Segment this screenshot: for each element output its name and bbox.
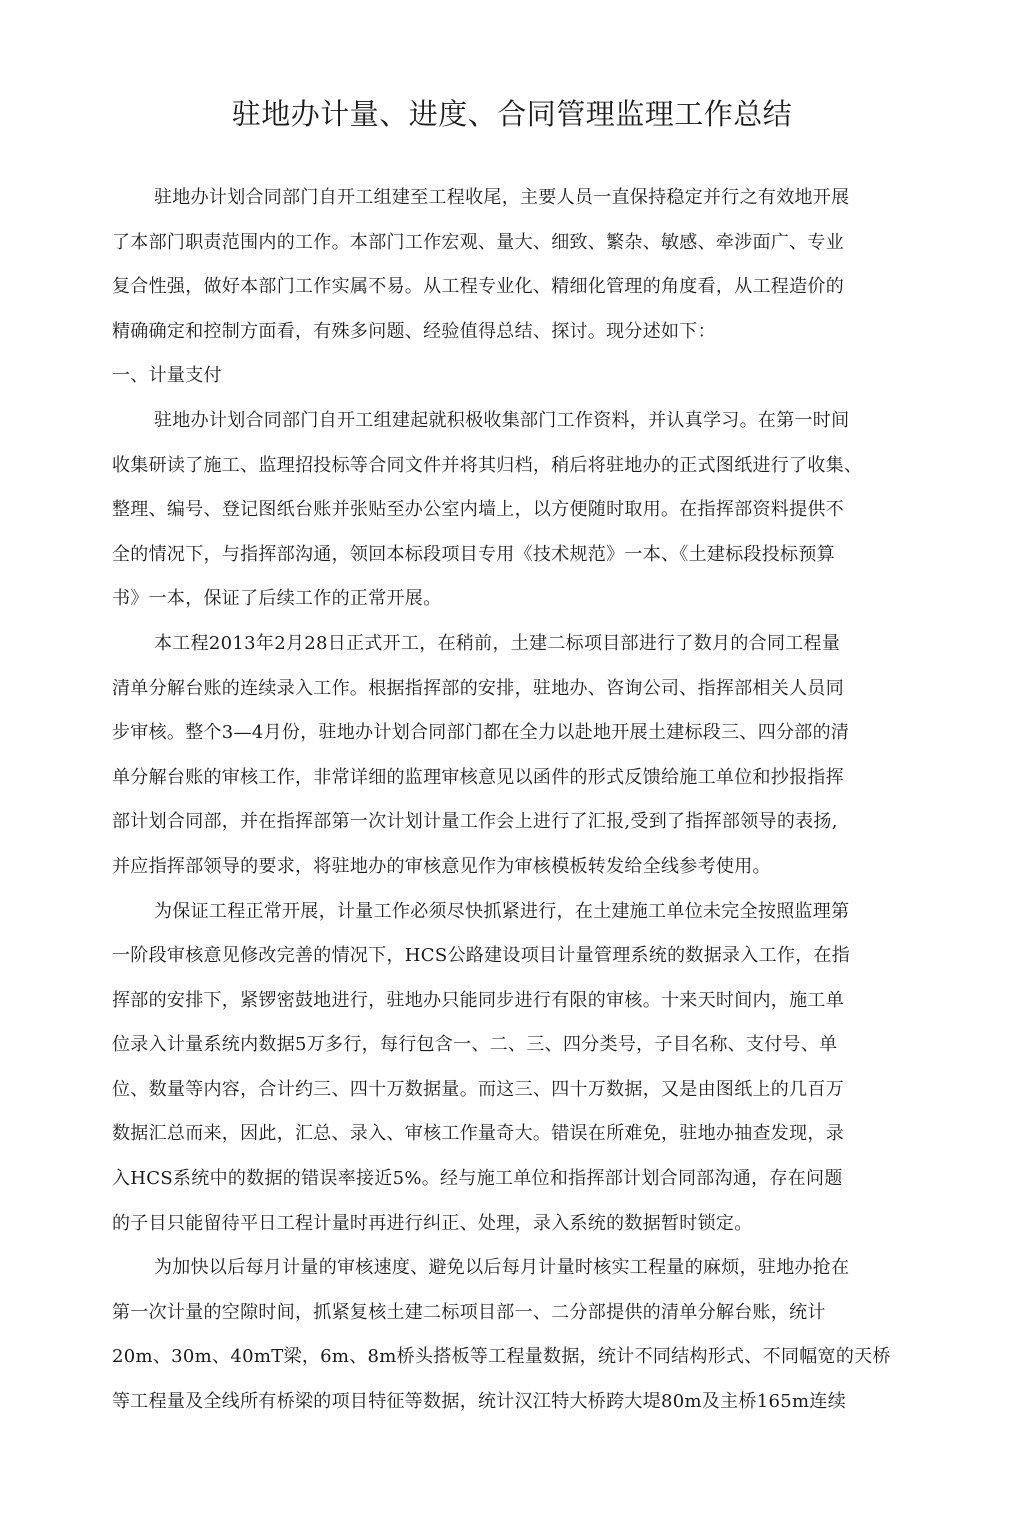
text-line: 全的情况下，与指挥部沟通，领回本标段项目专用《技术规范》一本、《土建标段投标预算 (112, 543, 835, 565)
text-line: 书》一本，保证了后续工作的正常开展。 (112, 588, 442, 610)
document-title: 驻地办计量、进度、合同管理监理工作总结 (231, 97, 793, 131)
document-body (112, 176, 902, 1425)
text-line: 挥部的安排下，紧锣密鼓地进行，驻地办只能同步进行有限的审核。十来天时间内，施工单 (112, 989, 844, 1011)
text-line: 步审核。整个3—4月份，驻地办计划合同部门都在全力以赴地开展土建标段三、四分部的清 (112, 722, 850, 744)
text-line: 位、数量等内容，合计约三、四十万数据量。而这三、四十万数据，又是由图纸上的几百万 (112, 1078, 844, 1100)
text-line: 入HCS系统中的数据的错误率接近5%。经与施工单位和指挥部计划合同部沟通，存在问题 (112, 1168, 843, 1190)
text-line: 20m、30m、40mT梁，6m、8m桥头搭板等工程量数据，统计不同结构形式、不同幅宽的天桥 (112, 1346, 891, 1368)
text-line: 数据汇总而来，因此，汇总、录入、审核工作量奇大。错误在所难免，驻地办抽查发现，录 (112, 1123, 844, 1145)
text-line: 等工程量及全线所有桥梁的项目特征等数据，统计汉江特大桥跨大堤80m及主桥165m连续 (112, 1391, 846, 1413)
text-line: 的子目只能留待平日工程计量时再进行纠正、处理，录入系统的数据暂时锁定。 (112, 1212, 753, 1234)
text-line: 本工程2013年2月28日正式开工，在稍前，土建二标项目部进行了数月的合同工程量 (154, 632, 841, 654)
text-line: 为加快以后每月计量的审核速度、避免以后每月计量时核实工程量的麻烦，驻地办抢在 (154, 1257, 850, 1279)
text-line: 复合性强，做好本部门工作实属不易。从工程专业化、精细化管理的角度看，从工程造价的 (112, 276, 844, 298)
text-line: 部计划合同部，并在指挥部第一次计划计量工作会上进行了汇报,受到了指挥部领导的表扬, (112, 811, 838, 833)
text-line: 整理、编号、登记图纸台账并张贴至办公室内墙上，以方便随时取用。在指挥部资料提供不 (112, 499, 844, 521)
text-line: 一阶段审核意见修改完善的情况下，HCS公路建设项目计量管理系统的数据录入工作，在指 (112, 945, 851, 967)
text-line: 精确确定和控制方面看，有殊多问题、经验值得总结、探讨。现分述如下： (112, 320, 716, 342)
text-line: 一、计量支付 (112, 365, 222, 387)
text-line: 驻地办计划合同部门自开工组建至工程收尾，主要人员一直保持稳定并行之有效地开展 (154, 187, 850, 208)
text-line: 收集研读了施工、监理招投标等合同文件并将其归档，稍后将驻地办的正式图纸进行了收集、 (112, 454, 863, 476)
text-line: 驻地办计划合同部门自开工组建起就积极收集部门工作资料，并认真学习。在第一时间 (154, 409, 850, 431)
text-line: 位录入计量系统内数据5万多行，每行包含一、二、三、四分类号，子目名称、支付号、单 (112, 1034, 838, 1056)
text-line: 并应指挥部领导的要求，将驻地办的审核意见作为审核模板转发给全线参考使用。 (112, 855, 771, 877)
text-line: 清单分解台账的连续录入工作。根据指挥部的安排，驻地办、咨询公司、指挥部相关人员同 (112, 677, 844, 699)
text-line: 单分解台账的审核工作，非常详细的监理审核意见以函件的形式反馈给施工单位和抄报指挥 (112, 766, 844, 788)
text-line: 为保证工程正常开展，计量工作必须尽快抓紧进行，在土建施工单位未完全按照监理第 (154, 900, 850, 922)
text-line: 了本部门职责范围内的工作。本部门工作宏观、量大、细致、繁杂、敏感、牵涉面广、专业 (112, 231, 844, 253)
text-line: 第一次计量的空隙时间，抓紧复核土建二标项目部一、二分部提供的清单分解台账，统计 (112, 1301, 826, 1323)
